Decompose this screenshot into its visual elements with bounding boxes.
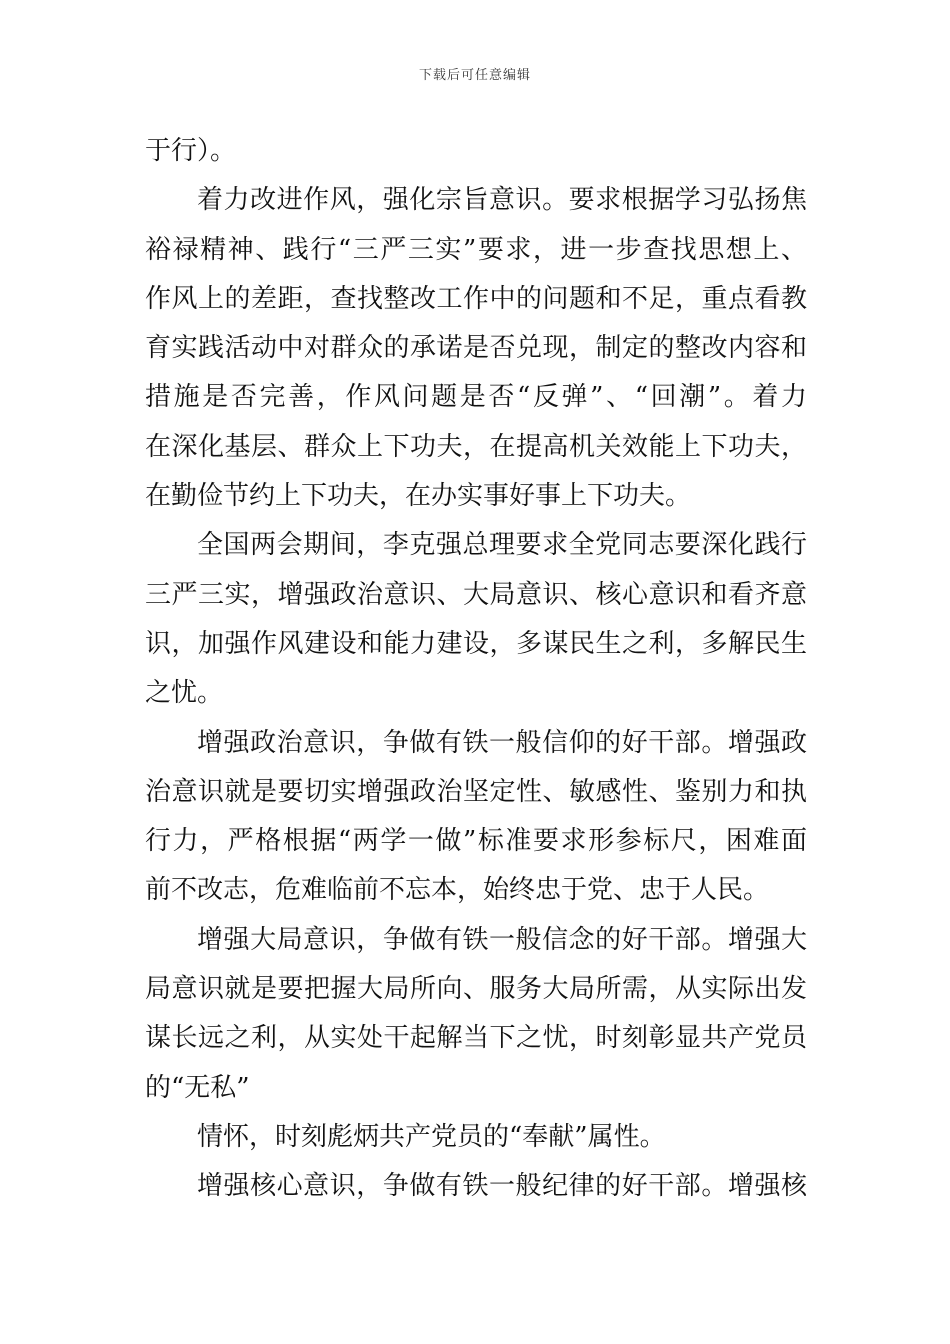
text-line: 行力，严格根据“两学一做”标准要求形参标尺，困难面 <box>145 826 807 857</box>
text-line: 作风上的差距，查找整改工作中的问题和不足，重点看教 <box>145 283 807 314</box>
text-line: 之忧。 <box>145 678 224 709</box>
text-line: 在深化基层、群众上下功夫，在提高机关效能上下功夫， <box>145 431 807 462</box>
text-line: 前不改志，危难临前不忘本，始终忠于党、忠于人民。 <box>145 875 770 906</box>
text-line: 裕禄精神、践行“三严三实”要求，进一步查找思想上、 <box>145 234 807 265</box>
text-line: 于行）。 <box>145 136 237 166</box>
text-line: 增强大局意识，争做有铁一般信念的好干部。增强大 <box>197 924 807 955</box>
page-header: 下载后可任意编辑 <box>418 68 531 83</box>
text-line: 三严三实，增强政治意识、大局意识、核心意识和看齐意 <box>145 579 807 610</box>
text-line: 措施是否完善，作风问题是否“反弹”、“回潮”。着力 <box>145 382 807 413</box>
document-body <box>145 127 807 1212</box>
text-line: 情怀，时刻彪炳共产党员的“奉献”属性。 <box>197 1121 666 1152</box>
text-line: 全国两会期间，李克强总理要求全党同志要深化践行 <box>197 530 807 561</box>
text-line: 局意识就是要把握大局所向、服务大局所需，从实际出发 <box>145 974 807 1005</box>
text-line: 的“无私” <box>145 1072 250 1103</box>
text-line: 谋长远之利，从实处干起解当下之忧，时刻彰显共产党员 <box>145 1023 807 1054</box>
text-line: 增强政治意识，争做有铁一般信仰的好干部。增强政 <box>197 727 807 758</box>
text-line: 育实践活动中对群众的承诺是否兑现，制定的整改内容和 <box>145 333 807 364</box>
text-line: 治意识就是要切实增强政治坚定性、敏感性、鉴别力和执 <box>145 776 807 807</box>
text-line: 增强核心意识，争做有铁一般纪律的好干部。增强核 <box>197 1171 807 1202</box>
text-line: 着力改进作风，强化宗旨意识。要求根据学习弘扬焦 <box>197 185 807 216</box>
text-line: 识，加强作风建设和能力建设，多谋民生之利，多解民生 <box>145 628 807 659</box>
text-line: 在勤俭节约上下功夫，在办实事好事上下功夫。 <box>145 481 692 512</box>
